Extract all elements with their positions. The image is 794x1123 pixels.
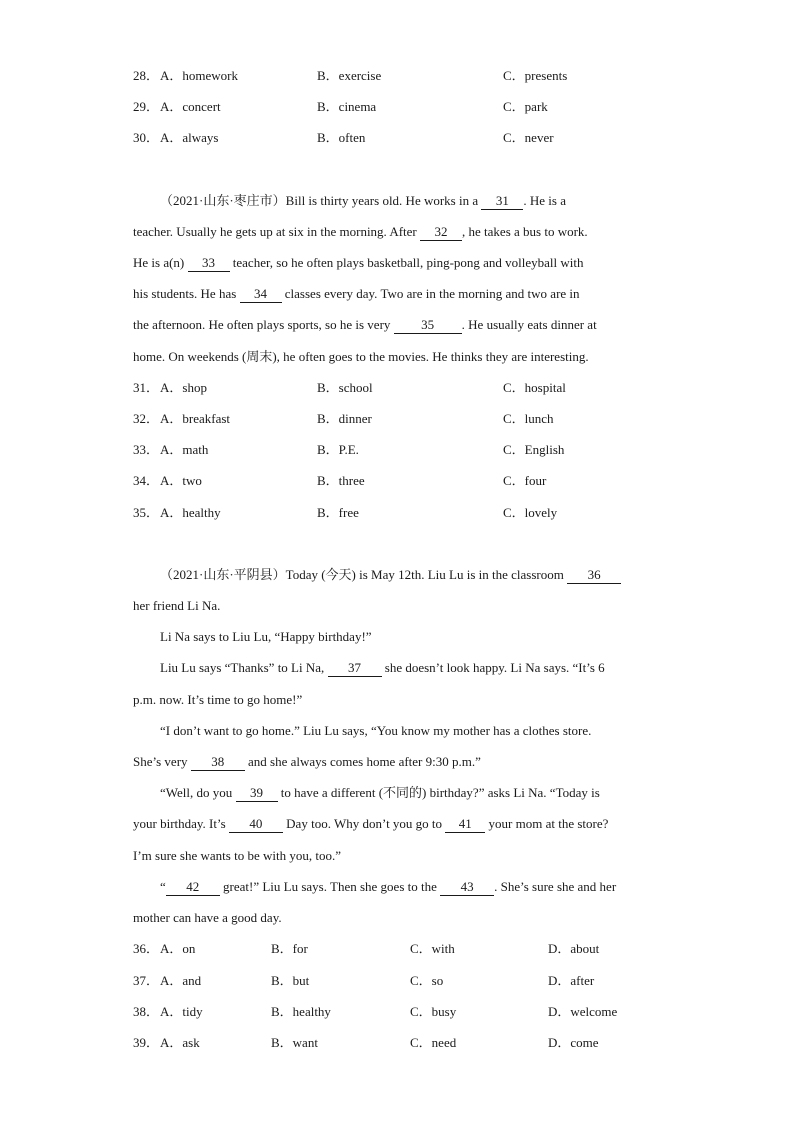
blank-41: 41: [445, 816, 485, 833]
question-number: 29．: [133, 99, 160, 114]
option-c: C．lovely: [503, 505, 558, 520]
option-a: A．ask: [160, 1035, 200, 1050]
passage1-line: [133, 253, 663, 273]
option-b: B．free: [317, 505, 359, 520]
option-a: A．healthy: [160, 505, 221, 520]
passage2-line: [160, 877, 690, 897]
passage-text: He is a(n): [133, 255, 188, 270]
passage-text: her friend Li Na.: [133, 598, 221, 613]
blank-43: 43: [440, 879, 494, 896]
option-a: A．two: [160, 473, 202, 488]
passage-text: Liu Lu says “Thanks” to Li Na,: [160, 660, 328, 675]
option-a: A．homework: [160, 68, 238, 83]
passage-text: home. On weekends (周末), he often goes to the movies. He thinks they are interesting.: [133, 349, 589, 364]
option-a: A．math: [160, 442, 209, 457]
passage-text: “I don’t want to go home.” Liu Lu says, “You know my mother has a clothes store.: [160, 723, 592, 738]
passage1-line: [133, 222, 663, 242]
option-d: D．welcome: [548, 1004, 618, 1019]
option-c: C．lunch: [503, 411, 554, 426]
option-b: B．but: [271, 973, 310, 988]
option-b: B．often: [317, 130, 366, 145]
option-a: A．breakfast: [160, 411, 231, 426]
passage-text: She’s very: [133, 754, 191, 769]
passage2-line: [160, 627, 690, 647]
question-number: 30．: [133, 130, 160, 145]
option-b: B．exercise: [317, 68, 382, 83]
blank-38: 38: [191, 754, 245, 771]
option-c: C．need: [410, 1035, 457, 1050]
blank-36: 36: [567, 567, 621, 584]
option-c: C．presents: [503, 68, 568, 83]
option-b: B．three: [317, 473, 365, 488]
passage2-line: [133, 596, 663, 616]
option-b: B．dinner: [317, 411, 372, 426]
passage-text: Li Na says to Liu Lu, “Happy birthday!”: [160, 629, 372, 644]
passage-text: your birthday. It’s: [133, 816, 229, 831]
option-c: C．busy: [410, 1004, 457, 1019]
passage-text: mother can have a good day.: [133, 910, 282, 925]
option-b: B．healthy: [271, 1004, 331, 1019]
blank-32: 32: [420, 224, 462, 241]
passage-text: , he takes a bus to work.: [462, 224, 588, 239]
passage2-line: [133, 690, 663, 710]
option-b: B．for: [271, 941, 308, 956]
question-number: 36．: [133, 941, 160, 956]
blank-33: 33: [188, 255, 230, 272]
option-c: C．English: [503, 442, 565, 457]
passage2-line: [133, 908, 663, 928]
passage-text: Today (今天) is May 12th. Liu Lu is in the classroom: [285, 567, 568, 582]
blank-39: 39: [236, 785, 278, 802]
passage2-line: [133, 752, 663, 772]
passage-text: great!” Liu Lu says. Then she goes to the: [219, 879, 441, 894]
option-c: C．never: [503, 130, 554, 145]
question-number: 35．: [133, 505, 160, 520]
question-number: 32．: [133, 411, 160, 426]
option-b: B．P.E.: [317, 442, 359, 457]
passage2-line: [133, 846, 663, 866]
passage2-line: [133, 814, 663, 834]
option-a: A．shop: [160, 380, 207, 395]
option-a: A．concert: [160, 99, 221, 114]
option-a: A．and: [160, 973, 202, 988]
question-number: 33．: [133, 442, 160, 457]
question-number: 31．: [133, 380, 160, 395]
passage1-line: [160, 191, 690, 211]
passage-text: I’m sure she wants to be with you, too.”: [133, 848, 341, 863]
passage-text: to have a different (不同的) birthday?” asks Li Na. “Today is: [277, 785, 600, 800]
option-a: A．tidy: [160, 1004, 203, 1019]
passage-text: Bill is thirty years old. He works in a: [285, 193, 482, 208]
option-d: D．about: [548, 941, 600, 956]
passage-text: your mom at the store?: [485, 816, 609, 831]
blank-37: 37: [328, 660, 382, 677]
passage-text: teacher. Usually he gets up at six in the morning. After: [133, 224, 421, 239]
passage2-line: [160, 783, 690, 803]
passage-text: p.m. now. It’s time to go home!”: [133, 692, 303, 707]
passage-text: “Well, do you: [160, 785, 236, 800]
option-b: B．cinema: [317, 99, 377, 114]
question-number: 34．: [133, 473, 160, 488]
option-a: A．always: [160, 130, 219, 145]
option-c: C．park: [503, 99, 548, 114]
passage-text: teacher, so he often plays basketball, ping-pong and volleyball with: [229, 255, 584, 270]
passage-text: classes every day. Two are in the morning and two are in: [281, 286, 580, 301]
option-b: B．want: [271, 1035, 318, 1050]
blank-35: 35: [394, 317, 462, 334]
option-b: B．school: [317, 380, 373, 395]
passage-text: . He usually eats dinner at: [461, 317, 597, 332]
passage2-line: [160, 721, 690, 741]
option-c: C．with: [410, 941, 455, 956]
question-number: 28．: [133, 68, 160, 83]
passage-text: “: [160, 879, 166, 894]
passage1-line: [133, 347, 663, 367]
blank-42: 42: [166, 879, 220, 896]
option-c: C．so: [410, 973, 444, 988]
passage2-line: [160, 658, 690, 678]
question-number: 37．: [133, 973, 160, 988]
option-c: C．hospital: [503, 380, 566, 395]
blank-40: 40: [229, 816, 283, 833]
passage-text: the afternoon. He often plays sports, so he is very: [133, 317, 394, 332]
passage1-line: [133, 315, 663, 335]
option-d: D．come: [548, 1035, 599, 1050]
passage-text: . She’s sure she and her: [494, 879, 617, 894]
option-a: A．on: [160, 941, 196, 956]
passage-text: and she always comes home after 9:30 p.m.”: [244, 754, 481, 769]
option-d: D．after: [548, 973, 595, 988]
option-c: C．four: [503, 473, 547, 488]
blank-34: 34: [240, 286, 282, 303]
question-number: 38．: [133, 1004, 160, 1019]
passage-text: . He is a: [523, 193, 566, 208]
passage-text: his students. He has: [133, 286, 240, 301]
question-number: 39．: [133, 1035, 160, 1050]
passage2-line: [160, 565, 690, 585]
passage1-line: [133, 284, 663, 304]
blank-31: 31: [481, 193, 523, 210]
passage-source: （2021·山东·平阴县）: [160, 567, 286, 582]
passage-text: Day too. Why don’t you go to: [282, 816, 446, 831]
passage-source: （2021·山东·枣庄市）: [160, 193, 286, 208]
passage-text: she doesn’t look happy. Li Na says. “It’s 6: [381, 660, 605, 675]
